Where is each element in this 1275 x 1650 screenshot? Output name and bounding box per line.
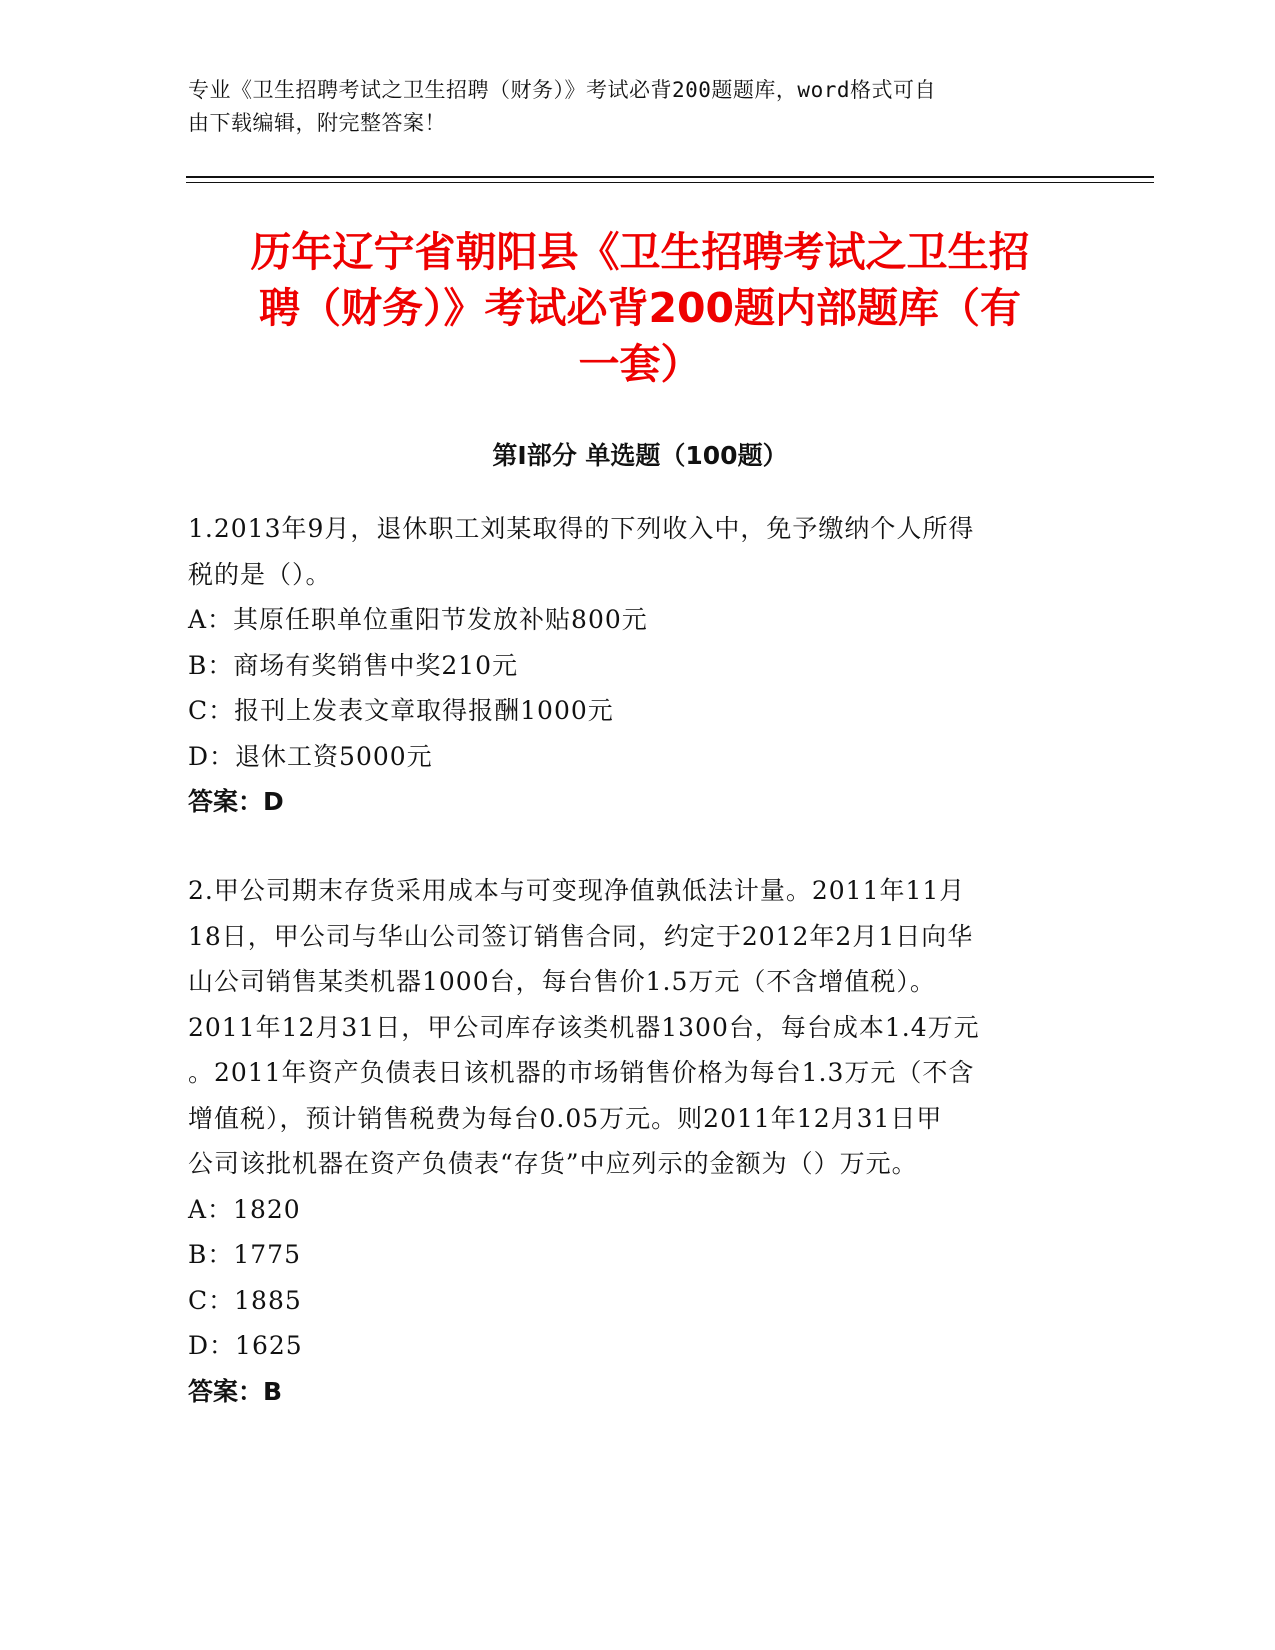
answer-label: 答案：B xyxy=(188,1376,283,1406)
stem-line: 18日，甲公司与华山公司签订销售合同，约定于2012年2月1日向华 xyxy=(188,921,974,951)
option-a: A：1820 xyxy=(188,1194,301,1224)
stem-line: 1.2013年9月，退休职工刘某取得的下列收入中，免予缴纳个人所得 xyxy=(188,514,975,543)
title-line: 历年辽宁省朝阳县《卫生招聘考试之卫生招 xyxy=(250,228,1030,276)
title-line: 一套） xyxy=(578,340,702,388)
option-a: A：其原任职单位重阳节发放补贴800元 xyxy=(188,605,648,634)
option-d: D：1625 xyxy=(188,1331,303,1360)
header-note-line: 由下载编辑，附完整答案！ xyxy=(188,111,446,135)
option-d: D：退休工资5000元 xyxy=(188,741,433,771)
stem-line: 山公司销售某类机器1000台，每台售价1.5万元（不含增值税）。 xyxy=(188,967,936,996)
header-note-line: 专业《卫生招聘考试之卫生招聘（财务）》考试必背200题题库，word格式可自 xyxy=(188,78,936,102)
stem-line: 2011年12月31日，甲公司库存该类机器1300台，每台成本1.4万元 xyxy=(188,1012,980,1042)
header-divider-thick xyxy=(186,176,1154,178)
header-divider-thin xyxy=(186,182,1154,183)
stem-line: 2.甲公司期末存货采用成本与可变现净值孰低法计量。2011年11月 xyxy=(188,876,966,905)
section-heading: 第I部分 单选题（100题） xyxy=(492,441,788,470)
answer-label: 答案：D xyxy=(188,787,284,816)
stem-line: 。2011年资产负债表日该机器的市场销售价格为每台1.3万元（不含 xyxy=(188,1058,975,1087)
option-b: B：商场有奖销售中奖210元 xyxy=(188,650,519,680)
stem-line: 增值税），预计销售税费为每台0.05万元。则2011年12月31日甲 xyxy=(188,1103,943,1133)
header-note xyxy=(188,74,1088,140)
stem-line: 公司该批机器在资产负债表“存货”中应列示的金额为（）万元。 xyxy=(188,1149,918,1178)
option-b: B：1775 xyxy=(188,1240,301,1269)
stem-line: 税的是（）。 xyxy=(188,559,332,589)
question-2 xyxy=(188,868,1088,1414)
document-title xyxy=(190,224,1090,392)
question-1 xyxy=(188,506,1088,825)
title-line: 聘（财务）》考试必背200题内部题库（有 xyxy=(258,284,1022,332)
option-c: C：报刊上发表文章取得报酬1000元 xyxy=(188,696,614,725)
question-stem xyxy=(188,868,1088,1187)
option-c: C：1885 xyxy=(188,1285,302,1315)
question-stem xyxy=(188,506,1088,597)
